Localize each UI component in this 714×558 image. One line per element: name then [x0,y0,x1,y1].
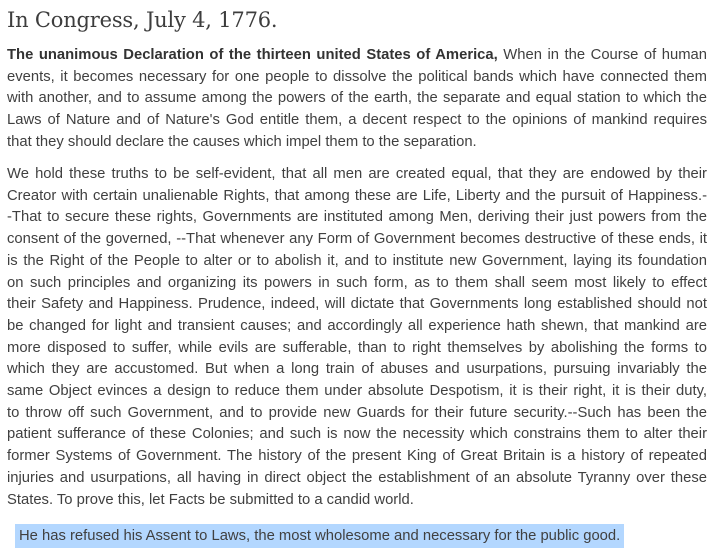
paragraph-line: same Object evinces a design to reduce them under absolute Despotism, it is their right, it is their duty, [7,383,707,400]
intro-paragraph [7,45,707,154]
paragraph-line: Creator with certain unalienable Rights, that among these are Life, Liberty and the pursuit of Happiness.- [7,187,707,204]
paragraph-line: We hold these truths to be self-evident, that all men are created equal, that they are endowed by their [7,166,707,182]
document-heading: In Congress, July 4, 1776. [7,8,278,32]
paragraph-line: more disposed to suffer, while evils are sufferable, than to right themselves by abolishing the forms to [7,339,707,356]
paragraph-line: injuries and usurpations, all having in direct object the establishment of an absolute Tyranny over these [7,469,707,486]
paragraph-line: -That to secure these rights, Governments are instituted among Men, deriving their just powers from the [7,209,707,226]
paragraph-line: States. To prove this, let Facts be submitted to a candid world. [7,491,414,508]
declaration-title: The unanimous Declaration of the thirteen united States of America, [7,47,498,63]
paragraph-line: be changed for light and transient causes; and accordingly all experience hath shewn, that mankind are [7,317,707,334]
paragraph-line-text: When in the Course of human [497,47,707,63]
paragraph-line [7,45,707,67]
paragraph-line: consent of the governed, --That whenever any Form of Government becomes destructive of these ends, it [7,231,707,248]
paragraph-line: to throw off such Government, and to provide new Guards for their future security.--Such has been the [7,404,707,421]
paragraph-line: their Safety and Happiness. Prudence, indeed, will dictate that Governments long established should not [7,296,707,313]
paragraph-line: with another, and to assume among the powers of the earth, the separate and equal station to which the [7,90,707,107]
paragraph-line: patient sufferance of these Colonies; and such is now the necessity which constrains them to alter their [7,426,707,443]
paragraph-line: which they are accustomed. But when a long train of abuses and usurpations, pursuing invariably the [7,361,707,378]
paragraph-line: on such principles and organizing its powers in such form, as to them shall seem most likely to effect [7,274,707,291]
truths-paragraph [7,164,707,511]
paragraph-line: that they should declare the causes which impel them to the separation. [7,133,477,150]
paragraph-line: Laws of Nature and of Nature's God entitle them, a decent respect to the opinions of mankind requires [7,112,707,129]
paragraph-line: former Systems of Government. The history of the present King of Great Britain is a history of repeated [7,448,707,465]
paragraph-line: events, it becomes necessary for one people to dissolve the political bands which have connected them [7,68,707,85]
selected-text-highlight[interactable]: He has refused his Assent to Laws, the most wholesome and necessary for the public good. [15,524,624,548]
paragraph-line: is the Right of the People to alter or to abolish it, and to institute new Government, laying its foundation [7,252,707,269]
